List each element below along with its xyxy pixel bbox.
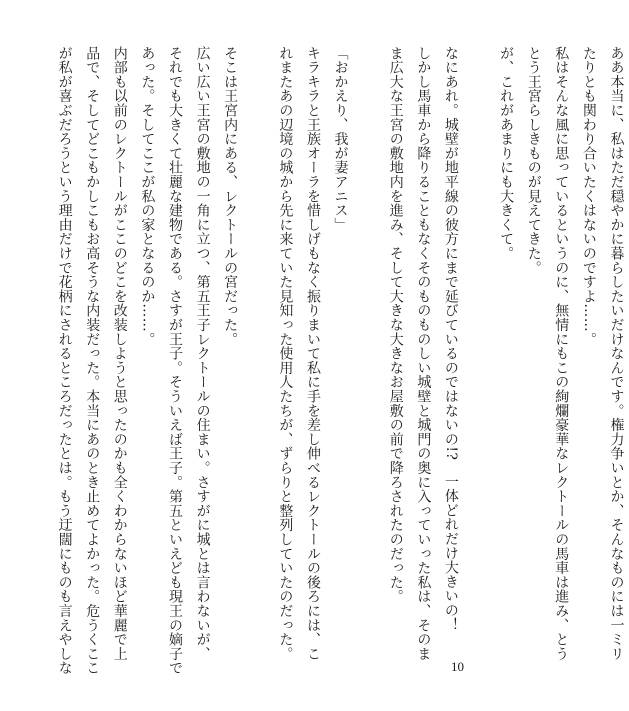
text-line: ああ本当に、私はただ穏やかに暮らしたいだけなんです。権力争いとか、そんなものには一ミリ bbox=[608, 46, 625, 661]
text-line: なにあれ。城壁が地平線の彼方にまで延びているのではないの!? 一体どれだけ大きいの！ bbox=[442, 46, 459, 632]
blank-line bbox=[354, 46, 382, 646]
text-line: とう王宮らしきものが見えてきた。 bbox=[525, 46, 542, 275]
text-line: 私はそんな風に思っているというのに、無情にもこの絢爛豪華なレクトールの馬車は進み、とう bbox=[553, 46, 570, 661]
text-line: そこは王宮内にある、レクトールの宮だった。 bbox=[222, 46, 239, 347]
blank-line bbox=[243, 46, 271, 646]
blank-line bbox=[464, 46, 492, 646]
text-line: 「おかえり、我が妻アニス」 bbox=[332, 46, 349, 232]
text-line: ま広大な王宮の敷地内を進み、そして大きな大きなお屋敷の前で降ろされたのだった。 bbox=[387, 46, 404, 604]
text-line: が私が喜ぶだろうという理由だけで花柄にされるところだったとは。もう迂闊にものも言えやしな bbox=[56, 46, 73, 676]
text-line: それでも大きくて壮麗な建物である。さすが王子。そういえば王子。第五といえども現王の嫡子で bbox=[166, 46, 183, 676]
text-line: 広い広い王宮の敷地の一角に立つ、第五王子レクトールの住まい。さすがに城とは言わないが、 bbox=[194, 46, 211, 661]
text-line: 品で、そしてどこもかしこもお高そうな内装だった。本当にあのとき止めてよかった。危うくここ bbox=[84, 46, 101, 676]
text-line: キラキラと王族オーラを惜しげもなく振りまいて私に手を差し伸べるレクトールの後ろには、こ bbox=[304, 46, 321, 661]
text-line: あった。そしてここが私の家となるのか……。 bbox=[139, 46, 156, 347]
text-line: たりとも関わり合いたくはないのですよ……。 bbox=[580, 46, 597, 347]
text-line: れまたあの辺境の城から先に来ていた見知った使用人たちが、ずらりと整列していたのだった。 bbox=[277, 46, 294, 661]
text-line: しかし馬車から降りることもなくそのものものしい城壁と城門の奥に入っていった私は、そのま bbox=[415, 46, 432, 661]
page-number: 10 bbox=[451, 659, 464, 674]
text-line: 内部も以前のレクトールがここのどこを改装しようと思ったのかも全くわからないほど華麗で上 bbox=[111, 46, 128, 661]
text-line: が、これがあまりにも大きくて。 bbox=[498, 46, 515, 261]
